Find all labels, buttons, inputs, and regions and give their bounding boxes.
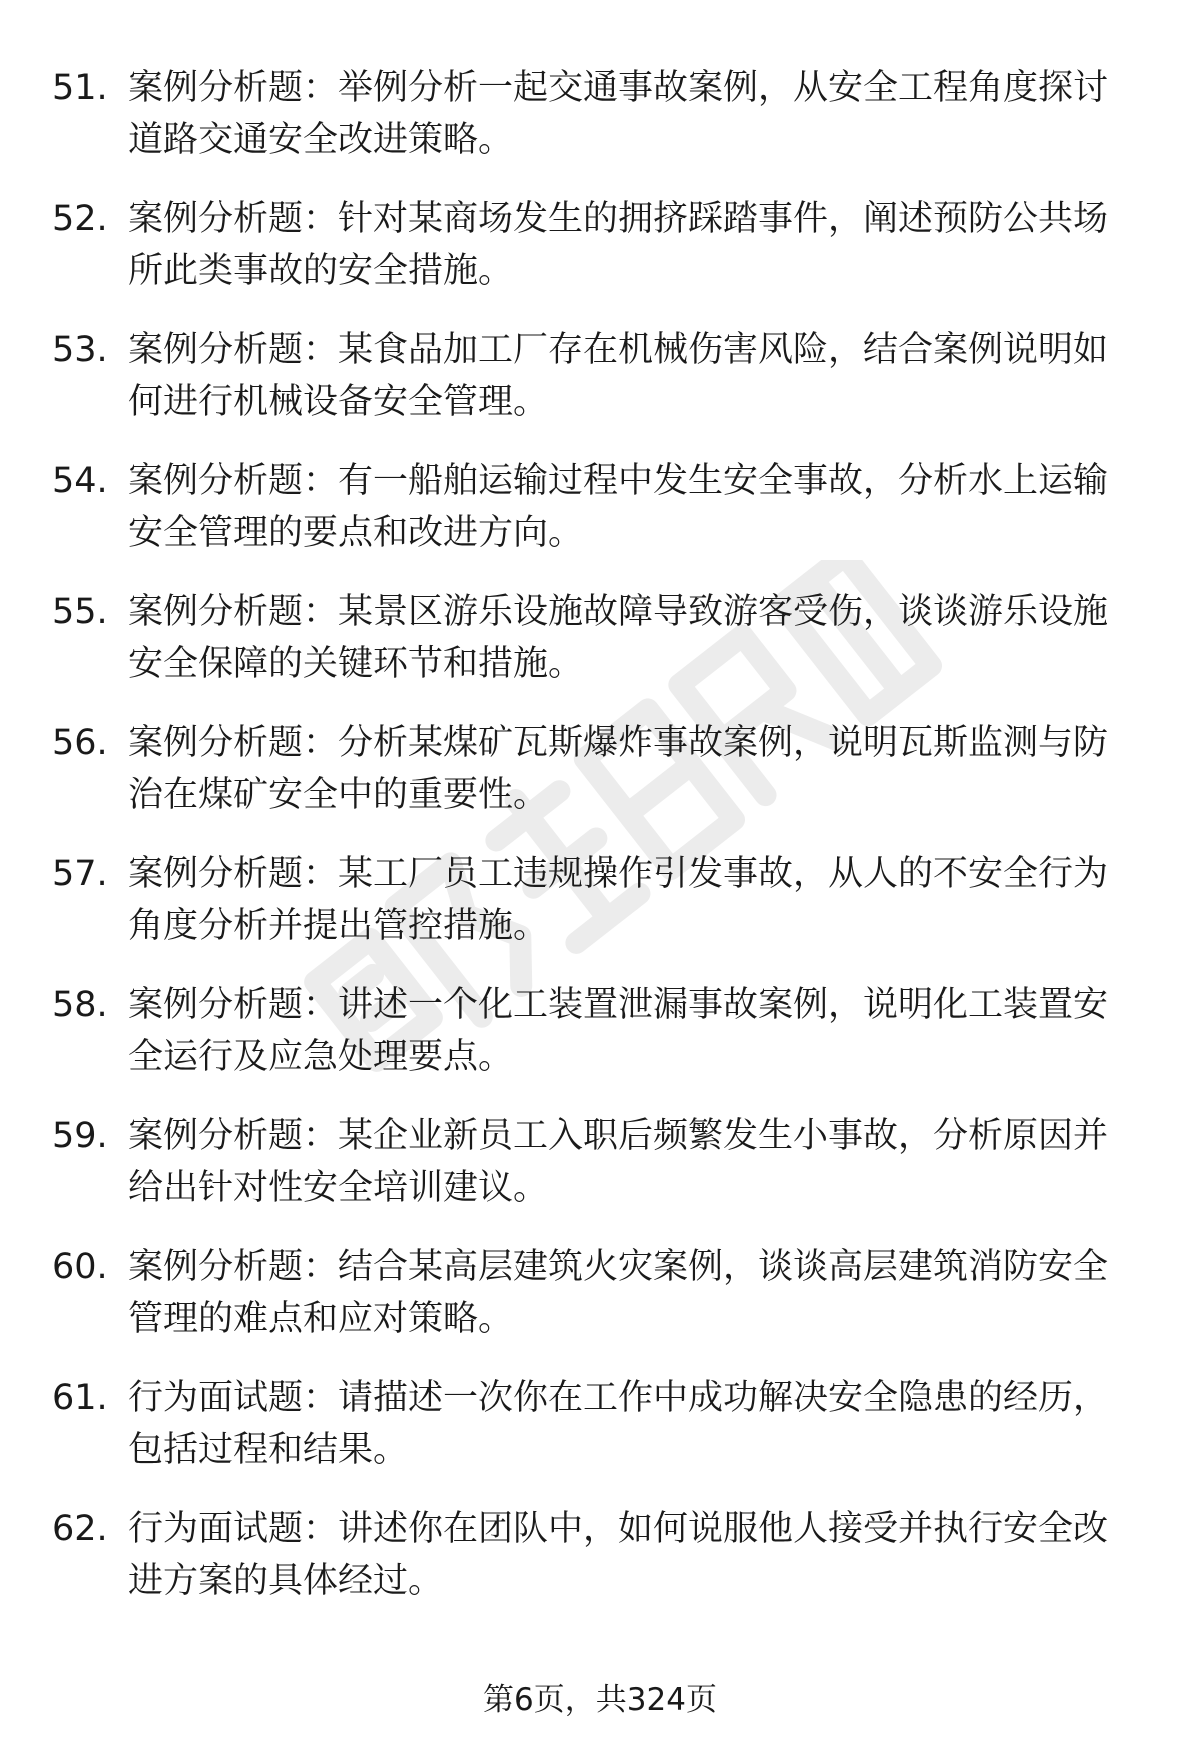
question-number: 51. [52, 68, 108, 108]
question-text: 案例分析题：结合某高层建筑火灾案例，谈谈高层建筑消防安全管理的难点和应对策略。 [128, 1247, 1109, 1339]
list-item [52, 1503, 1142, 1634]
list-item [52, 1110, 1142, 1241]
list-item [52, 979, 1142, 1110]
question-number: 57. [52, 854, 108, 894]
question-number: 52. [52, 199, 108, 239]
list-item [52, 717, 1142, 848]
question-text: 案例分析题：分析某煤矿瓦斯爆炸事故案例，说明瓦斯监测与防治在煤矿安全中的重要性。 [128, 723, 1109, 815]
list-item [52, 193, 1142, 324]
list-item [52, 62, 1142, 193]
question-text: 案例分析题：某食品加工厂存在机械伤害风险，结合案例说明如何进行机械设备安全管理。 [128, 330, 1109, 422]
list-item [52, 586, 1142, 717]
question-text: 案例分析题：针对某商场发生的拥挤踩踏事件，阐述预防公共场所此类事故的安全措施。 [128, 199, 1109, 291]
question-text: 行为面试题：讲述你在团队中，如何说服他人接受并执行安全改进方案的具体经过。 [128, 1509, 1109, 1601]
page-footer: 第6页，共324页 [483, 1682, 717, 1718]
question-list [52, 62, 1142, 1634]
question-number: 58. [52, 985, 108, 1025]
list-item [52, 1372, 1142, 1503]
question-text: 案例分析题：某企业新员工入职后频繁发生小事故，分析原因并给出针对性安全培训建议。 [128, 1116, 1109, 1208]
question-text: 案例分析题：某景区游乐设施故障导致游客受伤，谈谈游乐设施安全保障的关键环节和措施。 [128, 592, 1109, 684]
question-number: 55. [52, 592, 108, 632]
question-text: 行为面试题：请描述一次你在工作中成功解决安全隐患的经历，包括过程和结果。 [128, 1378, 1109, 1470]
question-number: 53. [52, 330, 108, 370]
question-text: 案例分析题：举例分析一起交通事故案例，从安全工程角度探讨道路交通安全改进策略。 [128, 68, 1109, 160]
question-text: 案例分析题：某工厂员工违规操作引发事故，从人的不安全行为角度分析并提出管控措施。 [128, 854, 1109, 946]
question-number: 59. [52, 1116, 108, 1156]
question-number: 56. [52, 723, 108, 763]
question-text: 案例分析题：有一船舶运输过程中发生安全事故，分析水上运输安全管理的要点和改进方向。 [128, 461, 1109, 553]
list-item [52, 1241, 1142, 1372]
list-item [52, 324, 1142, 455]
list-item [52, 848, 1142, 979]
question-number: 60. [52, 1247, 108, 1287]
question-number: 54. [52, 461, 108, 501]
list-item [52, 455, 1142, 586]
question-number: 61. [52, 1378, 108, 1418]
question-number: 62. [52, 1509, 108, 1549]
question-text: 案例分析题：讲述一个化工装置泄漏事故案例，说明化工装置安全运行及应急处理要点。 [128, 985, 1109, 1077]
